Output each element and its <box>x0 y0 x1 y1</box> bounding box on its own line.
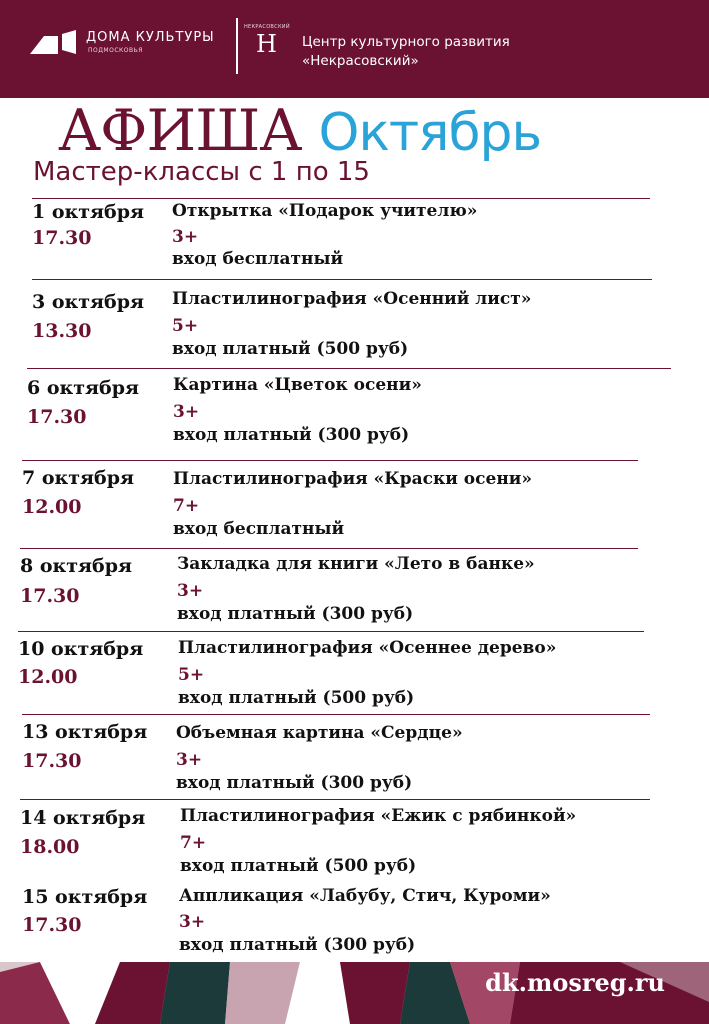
event-date: 14 октября <box>20 807 146 829</box>
event-age: 3+ <box>179 912 206 932</box>
event-date: 7 октября <box>22 467 135 489</box>
header-bar <box>0 0 709 98</box>
event-date: 10 октября <box>18 638 144 660</box>
event-price: вход платный (500 руб) <box>180 856 417 876</box>
event-price: вход платный (500 руб) <box>172 339 409 359</box>
event-date: 6 октября <box>27 377 140 399</box>
dk-subtitle: ПОДМОСКОВЬЯ <box>88 47 143 54</box>
event-time: 12.00 <box>18 666 78 688</box>
event-time: 12.00 <box>22 496 82 518</box>
event-title: Аппликация «Лабубу, Стич, Куроми» <box>179 886 551 906</box>
event-age: 5+ <box>178 665 205 685</box>
event-price: вход платный (300 руб) <box>176 773 413 793</box>
event-row <box>20 799 650 890</box>
event-price: вход платный (300 руб) <box>173 425 410 445</box>
center-name <box>302 33 510 71</box>
event-title: Картина «Цветок осени» <box>173 375 422 395</box>
event-date: 3 октября <box>32 291 145 313</box>
event-row <box>20 548 638 639</box>
title-afisha: АФИША <box>58 98 302 164</box>
event-age: 3+ <box>176 750 203 770</box>
site-link[interactable]: dk.mosreg.ru <box>485 968 665 997</box>
event-row <box>22 880 642 971</box>
event-title: Открытка «Подарок учителю» <box>172 201 478 221</box>
dk-logo-icon <box>30 30 78 54</box>
event-time: 17.30 <box>32 227 92 249</box>
event-date: 13 октября <box>22 721 148 743</box>
nekrasovsky-small-label: НЕКРАСОВСКИЙ <box>244 24 290 30</box>
event-title: Закладка для книги «Лето в банке» <box>177 554 535 574</box>
event-age: 3+ <box>172 227 199 247</box>
nekrasovsky-logo: Н <box>256 30 277 58</box>
event-title: Пластилинография «Осенний лист» <box>172 289 532 309</box>
event-title: Объемная картина «Сердце» <box>176 723 463 743</box>
event-row <box>22 714 650 805</box>
event-title: Пластилинография «Осеннее дерево» <box>178 638 557 658</box>
event-age: 3+ <box>173 402 200 422</box>
event-price: вход платный (300 руб) <box>177 604 414 624</box>
event-time: 17.30 <box>22 750 82 772</box>
event-age: 7+ <box>173 496 200 516</box>
event-price: вход бесплатный <box>172 249 344 269</box>
dk-name: ДОМА КУЛЬТУРЫ <box>86 30 215 45</box>
event-time: 17.30 <box>27 406 87 428</box>
header-divider <box>236 18 238 74</box>
event-row <box>18 631 644 722</box>
event-row <box>22 460 638 551</box>
center-name-line2: «Некрасовский» <box>302 53 419 69</box>
event-time: 13.30 <box>32 320 92 342</box>
event-age: 7+ <box>180 833 207 853</box>
event-price: вход платный (500 руб) <box>178 688 415 708</box>
event-row <box>32 279 652 370</box>
event-row <box>27 368 671 459</box>
event-title: Пластилинография «Краски осени» <box>173 469 532 489</box>
page-subtitle: Мастер-классы с 1 по 15 <box>33 157 370 187</box>
event-row <box>32 198 650 289</box>
event-time: 18.00 <box>20 836 80 858</box>
event-time: 17.30 <box>20 585 80 607</box>
title-month: Октябрь <box>318 103 542 163</box>
event-date: 8 октября <box>20 555 133 577</box>
event-date: 15 октября <box>22 886 148 908</box>
event-age: 3+ <box>177 581 204 601</box>
event-age: 5+ <box>172 316 199 336</box>
event-title: Пластилинография «Ежик с рябинкой» <box>180 806 577 826</box>
event-price: вход платный (300 руб) <box>179 935 416 955</box>
center-name-line1: Центр культурного развития <box>302 34 510 50</box>
event-time: 17.30 <box>22 914 82 936</box>
event-price: вход бесплатный <box>173 519 345 539</box>
event-date: 1 октября <box>32 201 145 223</box>
